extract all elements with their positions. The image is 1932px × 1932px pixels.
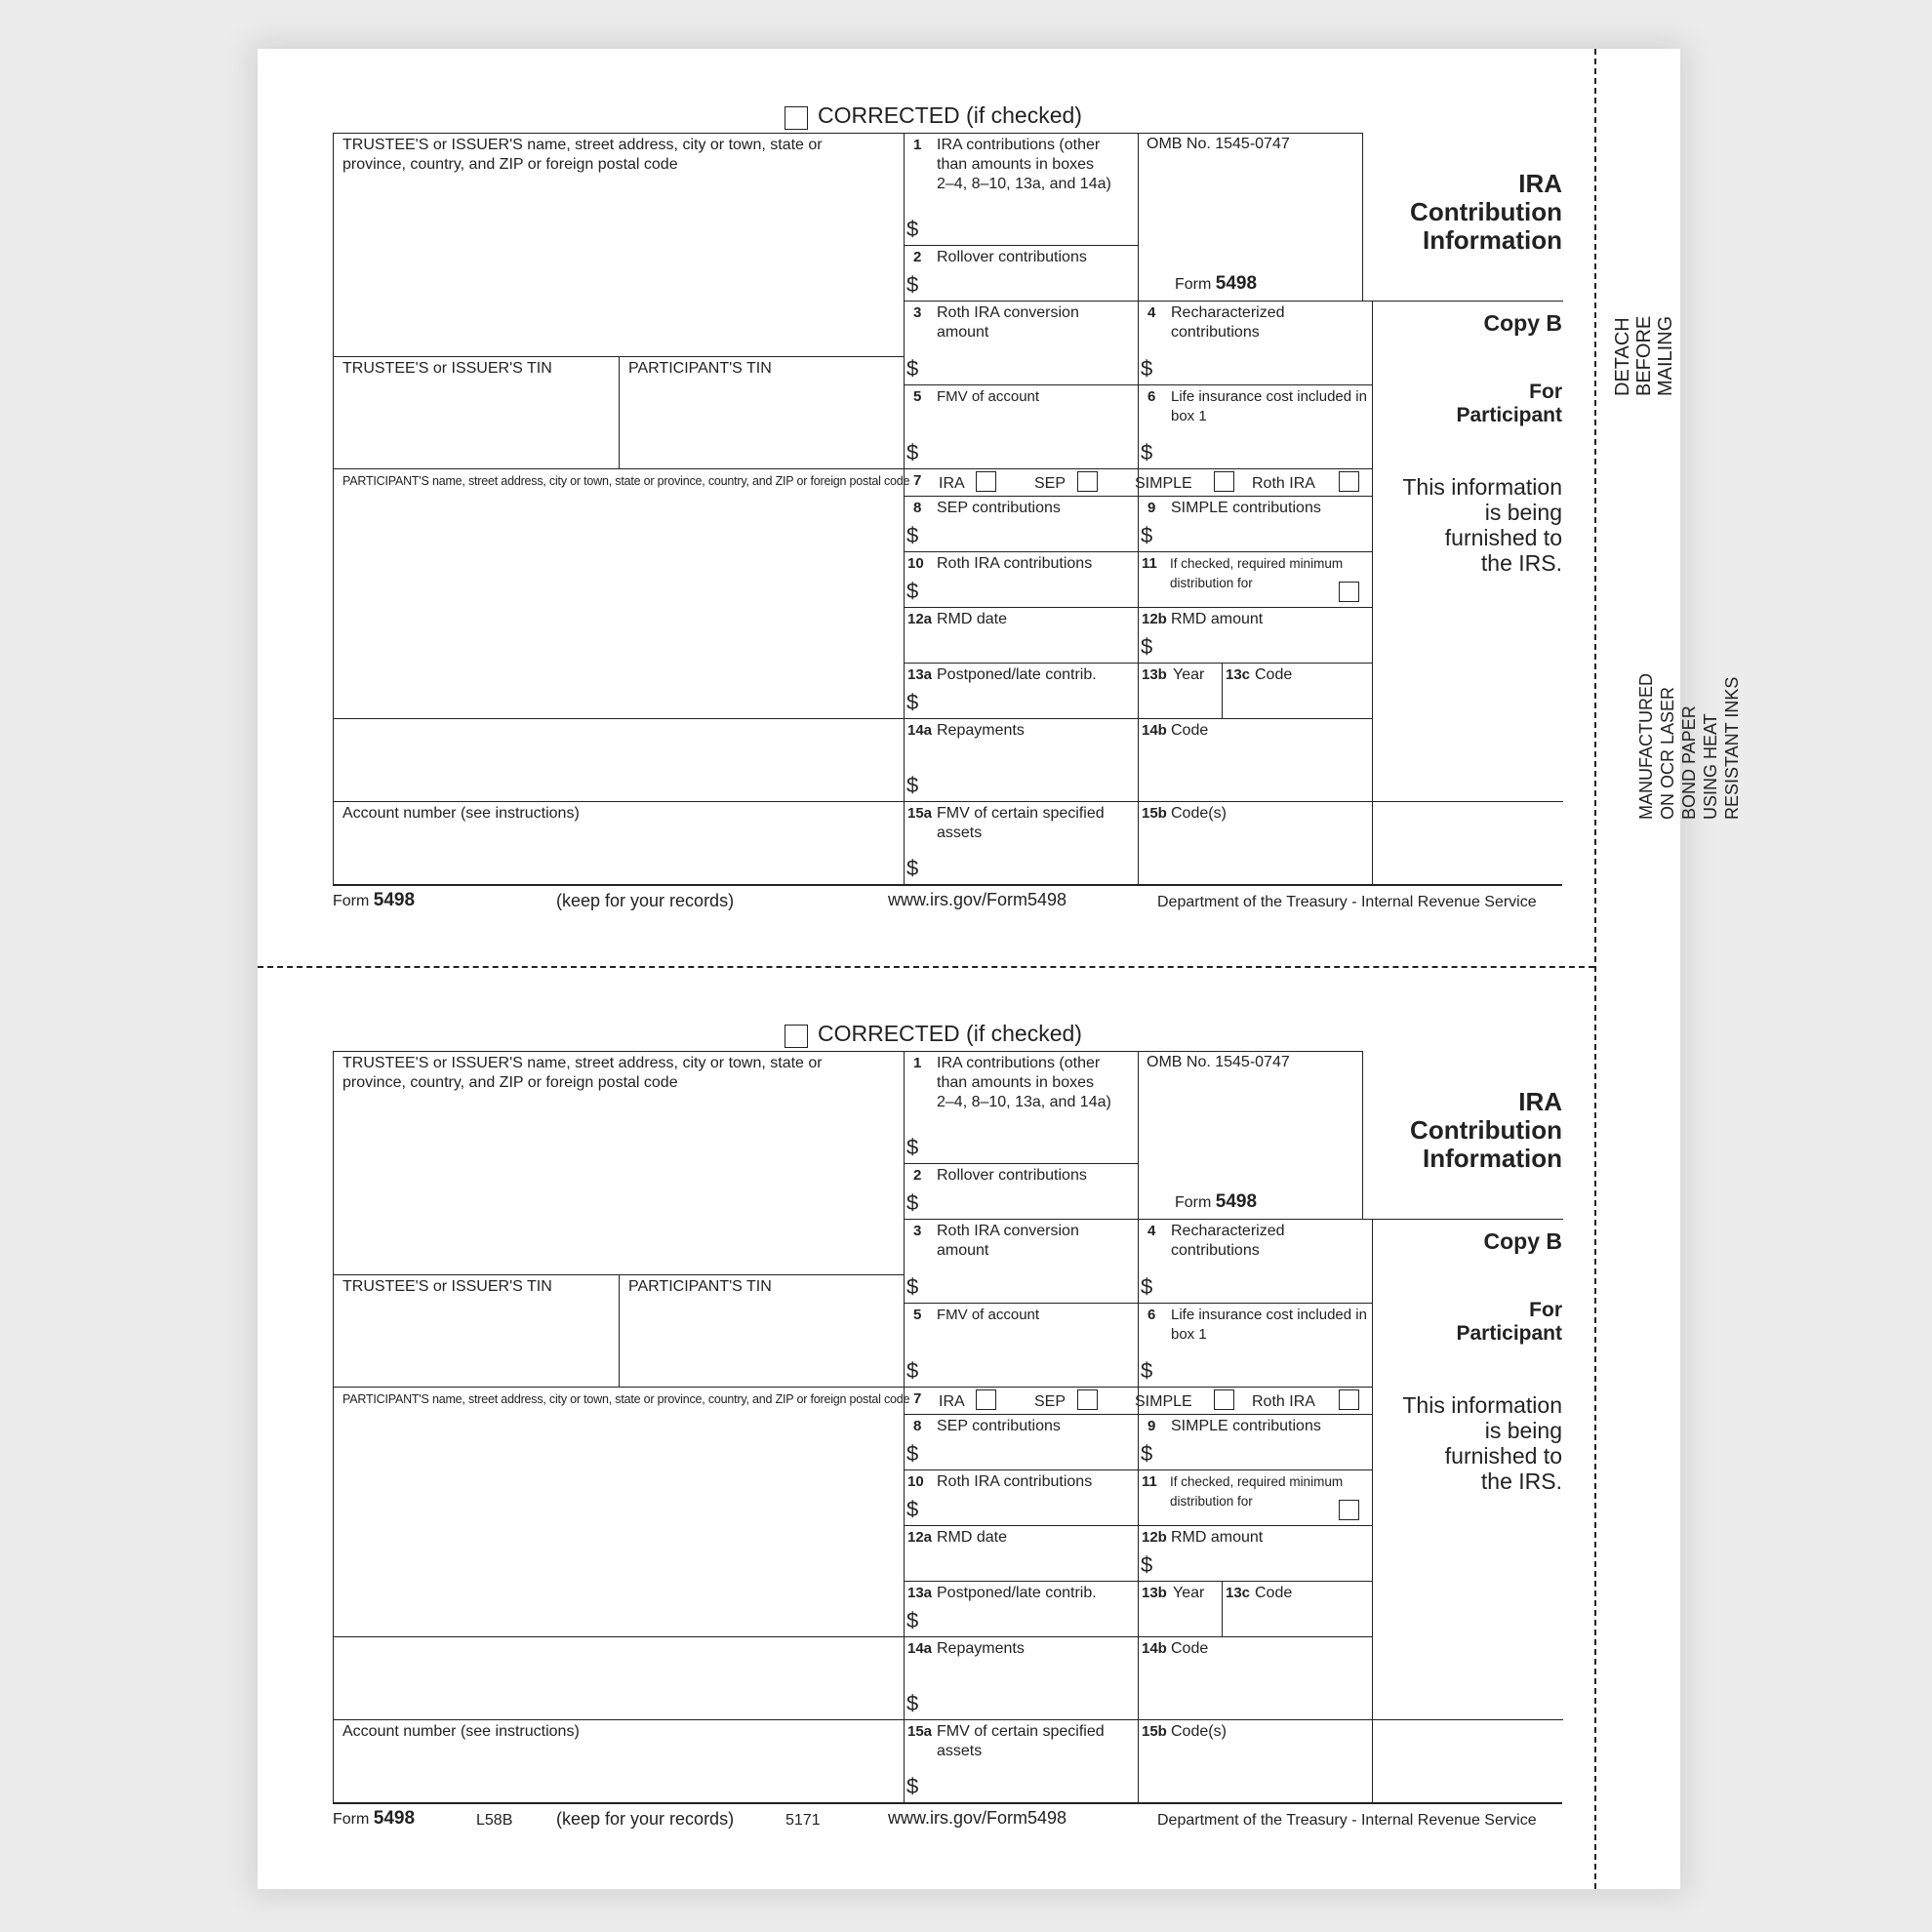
- box7-simple-label: SIMPLE: [1135, 1393, 1192, 1410]
- box9-label: SIMPLE contributions: [1171, 1418, 1321, 1434]
- box14a-dollar: $: [906, 1691, 919, 1715]
- box7-sep-label: SEP: [1034, 1393, 1067, 1410]
- participant-tin-label: PARTICIPANT'S TIN: [628, 1278, 772, 1295]
- rule: [333, 1802, 1562, 1804]
- box7-simple-checkbox[interactable]: [1214, 1389, 1234, 1410]
- manufactured-notice-text: MANUFACTURED ON OCR LASER BOND PAPER USING HEAT RESISTANT INKS: [1636, 672, 1742, 820]
- rule: [904, 1636, 1373, 1637]
- box13a-label: Postponed/late contrib.: [937, 1585, 1097, 1601]
- box11-checkbox[interactable]: [1339, 582, 1359, 602]
- box4-dollar: $: [1141, 1274, 1153, 1299]
- form-code-5171: 5171: [785, 1812, 821, 1829]
- box5-number: 5: [913, 1307, 922, 1323]
- box15b-number: 15b: [1142, 1723, 1167, 1740]
- rule: [333, 718, 905, 719]
- rule: [904, 1414, 1373, 1415]
- box6-dollar: $: [1141, 440, 1153, 464]
- box12b-number: 12b: [1142, 611, 1167, 627]
- box12b-number: 12b: [1142, 1529, 1167, 1546]
- box11-number: 11: [1142, 555, 1157, 572]
- box8-number: 8: [913, 1418, 922, 1434]
- box13b-label: Year: [1173, 1585, 1205, 1601]
- box5-label: FMV of account: [937, 388, 1040, 405]
- box9-dollar: $: [1141, 523, 1153, 547]
- box15b-label: Code(s): [1171, 805, 1227, 822]
- form-number: 5498: [1215, 1191, 1258, 1212]
- form-word: Form: [1175, 276, 1212, 293]
- rule: [333, 1051, 334, 1803]
- box7-sep-checkbox[interactable]: [1077, 1389, 1098, 1410]
- box11-number: 11: [1142, 1473, 1157, 1490]
- rule: [1222, 663, 1223, 718]
- account-number-label: Account number (see instructions): [342, 805, 580, 822]
- box3-number: 3: [913, 304, 922, 321]
- box8-dollar: $: [906, 1441, 919, 1466]
- rule: [904, 384, 1373, 385]
- box13a-number: 13a: [907, 666, 933, 683]
- box10-dollar: $: [906, 1497, 919, 1521]
- rule: [333, 884, 1562, 886]
- box13c-label: Code: [1255, 1585, 1293, 1601]
- box14a-label: Repayments: [937, 1640, 1025, 1657]
- keep-records-note: (keep for your records): [556, 1809, 735, 1829]
- trustee-name-label: TRUSTEE'S or ISSUER'S name, street address, city or town, state or province, country, and ZIP or foreign postal code: [342, 137, 823, 173]
- box15a-dollar: $: [906, 856, 919, 880]
- box4-dollar: $: [1141, 356, 1153, 381]
- box2-dollar: $: [906, 1190, 919, 1215]
- rule: [904, 301, 1563, 302]
- rule: [904, 245, 1139, 246]
- box1-label: IRA contributions (other than amounts in boxes 2–4, 8–10, 13a, and 14a): [937, 137, 1111, 192]
- omb-number: OMB No. 1545-0747: [1147, 1054, 1290, 1070]
- box14a-number: 14a: [907, 722, 933, 739]
- department-label: Department of the Treasury - Internal Revenue Service: [1157, 894, 1537, 910]
- box1-dollar: $: [906, 217, 919, 241]
- box3-label: Roth IRA conversion amount: [937, 1223, 1079, 1259]
- box8-label: SEP contributions: [937, 500, 1061, 516]
- copy-label: Copy B: [1483, 1228, 1562, 1254]
- box13c-number: 13c: [1226, 1585, 1251, 1601]
- box13a-dollar: $: [906, 1608, 919, 1632]
- box7-number: 7: [913, 1390, 922, 1407]
- box5-number: 5: [913, 388, 922, 405]
- box15a-number: 15a: [907, 805, 933, 822]
- rule: [1222, 1581, 1223, 1636]
- box12b-dollar: $: [1141, 1552, 1153, 1577]
- omb-number: OMB No. 1545-0747: [1147, 136, 1290, 152]
- form-number-block: [1175, 1191, 1257, 1213]
- box8-label: SEP contributions: [937, 1418, 1061, 1434]
- box14a-number: 14a: [907, 1640, 933, 1657]
- box7-roth-checkbox[interactable]: [1339, 471, 1359, 492]
- department-label: Department of the Treasury - Internal Revenue Service: [1157, 1812, 1537, 1829]
- box8-number: 8: [913, 500, 922, 516]
- irs-notice: This information is being furnished to the IRS.: [1402, 1392, 1562, 1494]
- box4-number: 4: [1147, 1223, 1156, 1239]
- box7-sep-label: SEP: [1034, 475, 1067, 492]
- box2-number: 2: [913, 249, 922, 265]
- trustee-tin-label: TRUSTEE'S or ISSUER'S TIN: [342, 1278, 552, 1295]
- box7-roth-label: Roth IRA: [1252, 475, 1315, 492]
- rule: [619, 356, 620, 468]
- irs-url-link[interactable]: www.irs.gov/Form5498: [888, 890, 1067, 909]
- rule: [904, 1303, 1373, 1304]
- box5-label: FMV of account: [937, 1307, 1040, 1323]
- box12b-label: RMD amount: [1171, 1529, 1264, 1546]
- box13a-label: Postponed/late contrib.: [937, 666, 1097, 683]
- box6-number: 6: [1147, 1307, 1156, 1323]
- corrected-label: CORRECTED (if checked): [818, 102, 1082, 128]
- rule: [904, 663, 1373, 664]
- box12b-dollar: $: [1141, 634, 1153, 659]
- form-code-l58b: L58B: [476, 1812, 513, 1829]
- rule: [333, 468, 905, 469]
- box8-dollar: $: [906, 523, 919, 547]
- box3-dollar: $: [906, 356, 919, 381]
- rule: [333, 1387, 905, 1388]
- rule: [333, 133, 334, 885]
- rule: [904, 607, 1373, 608]
- form-sheet: [258, 49, 1742, 1889]
- rule: [333, 1719, 905, 1720]
- box12a-number: 12a: [907, 611, 933, 627]
- box14b-label: Code: [1171, 1640, 1209, 1657]
- box7-roth-checkbox[interactable]: [1339, 1389, 1359, 1410]
- box10-label: Roth IRA contributions: [937, 555, 1093, 572]
- box13c-number: 13c: [1226, 666, 1251, 683]
- box13a-dollar: $: [906, 690, 919, 714]
- box13b-label: Year: [1173, 666, 1205, 683]
- form-title: IRA Contribution Information: [1410, 169, 1562, 255]
- footer-form-digits: 5498: [373, 890, 416, 910]
- box12b-label: RMD amount: [1171, 611, 1264, 627]
- vertical-detach-line: [1594, 49, 1596, 1889]
- footer-form-word: Form: [333, 893, 370, 909]
- corrected-checkbox[interactable]: [785, 1025, 808, 1048]
- form-5498-copy-top: [258, 49, 1680, 966]
- footer-form-word: Form: [333, 1811, 370, 1828]
- box3-label: Roth IRA conversion amount: [937, 304, 1079, 341]
- box7-simple-checkbox[interactable]: [1214, 471, 1234, 492]
- box12a-label: RMD date: [937, 1529, 1008, 1546]
- rule: [619, 1274, 620, 1387]
- footer-form-number: [333, 1808, 415, 1830]
- box14a-dollar: $: [906, 773, 919, 797]
- form-word: Form: [1175, 1194, 1212, 1211]
- form-5498-copy-bottom: [258, 967, 1680, 1884]
- box7-simple-label: SIMPLE: [1135, 475, 1192, 492]
- box1-dollar: $: [906, 1135, 919, 1159]
- irs-notice: This information is being furnished to the IRS.: [1402, 474, 1562, 576]
- box6-label: Life insurance cost included in box 1: [1171, 1307, 1367, 1343]
- box1-number: 1: [913, 1055, 922, 1071]
- for-participant-label: For Participant: [1456, 381, 1562, 426]
- rule: [904, 718, 1373, 719]
- box1-label: IRA contributions (other than amounts in boxes 2–4, 8–10, 13a, and 14a): [937, 1055, 1111, 1110]
- box3-number: 3: [913, 1223, 922, 1239]
- trustee-tin-label: TRUSTEE'S or ISSUER'S TIN: [342, 360, 552, 377]
- footer-form-digits: 5498: [373, 1808, 416, 1829]
- form-title: IRA Contribution Information: [1410, 1087, 1562, 1173]
- participant-name-label: PARTICIPANT'S name, street address, city or town, state or province, country, and ZIP or foreign postal code: [342, 1392, 910, 1406]
- box7-ira-label: IRA: [939, 475, 965, 492]
- rule: [904, 551, 1373, 552]
- box7-roth-label: Roth IRA: [1252, 1393, 1315, 1410]
- box10-number: 10: [907, 1473, 924, 1490]
- corrected-checkbox[interactable]: [785, 106, 808, 130]
- box13b-number: 13b: [1142, 1585, 1167, 1601]
- box1-number: 1: [913, 137, 922, 153]
- rule: [904, 1581, 1373, 1582]
- box2-label: Rollover contributions: [937, 249, 1087, 265]
- box3-dollar: $: [906, 1274, 919, 1299]
- box9-label: SIMPLE contributions: [1171, 500, 1321, 516]
- keep-records-note: (keep for your records): [556, 891, 735, 910]
- box15a-dollar: $: [906, 1774, 919, 1798]
- box10-label: Roth IRA contributions: [937, 1473, 1093, 1490]
- box15b-label: Code(s): [1171, 1723, 1227, 1740]
- box9-dollar: $: [1141, 1441, 1153, 1466]
- box13c-label: Code: [1255, 666, 1293, 683]
- form-number: 5498: [1215, 273, 1258, 294]
- rule: [904, 1163, 1139, 1164]
- box6-label: Life insurance cost included in box 1: [1171, 388, 1367, 424]
- form-number-block: [1175, 273, 1257, 295]
- detach-before-mailing-text: DETACH BEFORE MAILING: [1612, 315, 1676, 396]
- box2-dollar: $: [906, 272, 919, 297]
- rule: [904, 1469, 1373, 1470]
- rule: [904, 1387, 1373, 1388]
- box4-number: 4: [1147, 304, 1156, 321]
- box2-label: Rollover contributions: [937, 1167, 1087, 1184]
- for-participant-label: For Participant: [1456, 1299, 1562, 1345]
- rule: [904, 468, 1373, 469]
- box13b-number: 13b: [1142, 666, 1167, 683]
- box11-label: If checked, required minimum distribution for: [1170, 556, 1344, 590]
- corrected-label: CORRECTED (if checked): [818, 1021, 1082, 1046]
- box10-number: 10: [907, 555, 924, 572]
- box7-ira-checkbox[interactable]: [976, 1389, 996, 1410]
- box7-number: 7: [913, 472, 922, 489]
- copy-label: Copy B: [1483, 310, 1562, 336]
- box7-ira-label: IRA: [939, 1393, 965, 1410]
- footer-form-number: [333, 890, 415, 911]
- box14b-label: Code: [1171, 722, 1209, 739]
- box7-sep-checkbox[interactable]: [1077, 471, 1098, 492]
- box9-number: 9: [1147, 1418, 1156, 1434]
- box7-ira-checkbox[interactable]: [976, 471, 996, 492]
- box5-dollar: $: [906, 440, 919, 464]
- rule: [333, 133, 1362, 134]
- rule: [904, 1719, 1563, 1720]
- participant-tin-label: PARTICIPANT'S TIN: [628, 360, 772, 377]
- box9-number: 9: [1147, 500, 1156, 516]
- rule: [333, 1636, 905, 1637]
- box12a-number: 12a: [907, 1529, 933, 1546]
- rule: [333, 801, 905, 802]
- box15a-label: FMV of certain specified assets: [937, 1723, 1105, 1759]
- box4-label: Recharacterized contributions: [1171, 1223, 1285, 1259]
- box4-label: Recharacterized contributions: [1171, 304, 1285, 341]
- participant-name-label: PARTICIPANT'S name, street address, city or town, state or province, country, and ZIP or foreign postal code: [342, 474, 910, 488]
- box11-checkbox[interactable]: [1339, 1500, 1359, 1520]
- box10-dollar: $: [906, 579, 919, 603]
- box14b-number: 14b: [1142, 722, 1167, 739]
- box13a-number: 13a: [907, 1585, 933, 1601]
- rule: [904, 1525, 1373, 1526]
- box14b-number: 14b: [1142, 1640, 1167, 1657]
- rule: [333, 1051, 1362, 1052]
- trustee-name-label: TRUSTEE'S or ISSUER'S name, street address, city or town, state or province, country, and ZIP or foreign postal code: [342, 1055, 823, 1091]
- box6-dollar: $: [1141, 1358, 1153, 1383]
- box6-number: 6: [1147, 388, 1156, 405]
- box11-label: If checked, required minimum distribution for: [1170, 1474, 1344, 1509]
- rule: [904, 1219, 1563, 1220]
- irs-url-link[interactable]: www.irs.gov/Form5498: [888, 1808, 1067, 1828]
- box15b-number: 15b: [1142, 805, 1167, 822]
- box15a-number: 15a: [907, 1723, 933, 1740]
- account-number-label: Account number (see instructions): [342, 1723, 580, 1740]
- box12a-label: RMD date: [937, 611, 1008, 627]
- box2-number: 2: [913, 1167, 922, 1184]
- rule: [904, 496, 1373, 497]
- rule: [904, 801, 1563, 802]
- box14a-label: Repayments: [937, 722, 1025, 739]
- box5-dollar: $: [906, 1358, 919, 1383]
- box15a-label: FMV of certain specified assets: [937, 805, 1105, 841]
